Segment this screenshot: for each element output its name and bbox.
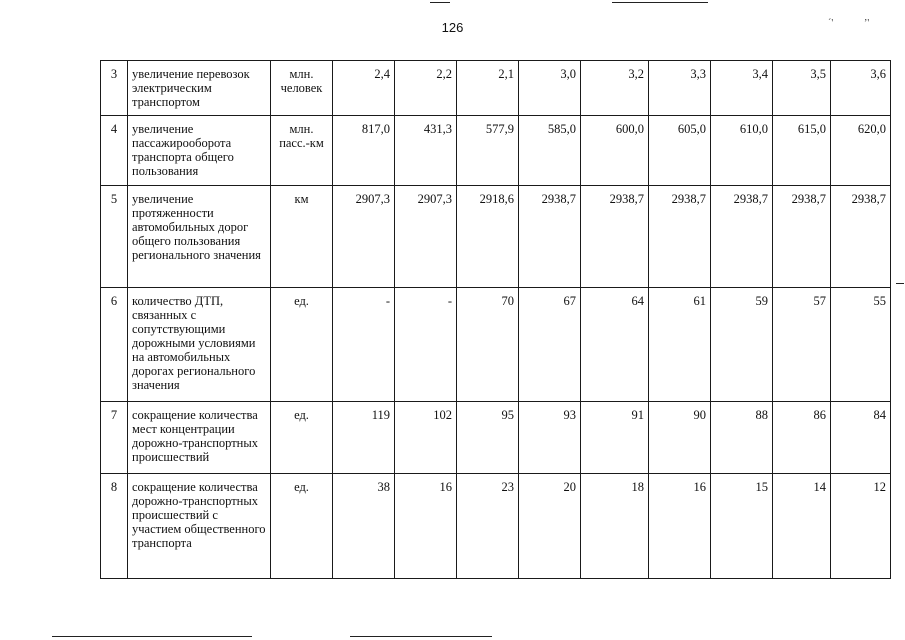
row-number: 6 [101,288,128,402]
value-cell: 88 [711,402,773,474]
value-cell: 2938,7 [773,186,831,288]
table-row [101,186,891,288]
value-cell: 2938,7 [519,186,581,288]
value-cell: 23 [457,474,519,579]
page-number: 126 [441,20,464,35]
value-cell: 620,0 [831,116,891,186]
value-cell: 86 [773,402,831,474]
value-cell: 2938,7 [581,186,649,288]
value-cell: 84 [831,402,891,474]
value-cell: 610,0 [711,116,773,186]
row-number: 5 [101,186,128,288]
value-cell: 16 [649,474,711,579]
scan-mark-right-2: ʼ' [864,18,870,29]
value-cell: 3,2 [581,61,649,116]
indicator-name: сокращение количества мест концентрации дорожно-транспортных происшествий [128,402,271,474]
value-cell: 59 [711,288,773,402]
value-cell: - [333,288,395,402]
value-cell: 3,6 [831,61,891,116]
scan-artifact-right-edge [896,283,904,284]
scan-artifact-bottom-center [350,636,492,637]
value-cell: 3,3 [649,61,711,116]
value-cell: 2907,3 [333,186,395,288]
table-body [101,61,891,579]
value-cell: 577,9 [457,116,519,186]
indicator-name: количество ДТП, связанных с сопутствующими дорожными условиями на автомобильных дорогах регионального значения [128,288,271,402]
value-cell: 817,0 [333,116,395,186]
indicator-name: увеличение протяженности автомобильных дорог общего пользования регионального значения [128,186,271,288]
row-number: 3 [101,61,128,116]
indicator-name: сокращение количества дорожно-транспортных происшествий с участием общественного транспорта [128,474,271,579]
value-cell: 90 [649,402,711,474]
unit-cell: ед. [271,402,333,474]
indicator-name: увеличение перевозок электрическим транспортом [128,61,271,116]
value-cell: 585,0 [519,116,581,186]
value-cell: 95 [457,402,519,474]
table-row [101,61,891,116]
value-cell: 61 [649,288,711,402]
indicator-name: увеличение пассажирооборота транспорта общего пользования [128,116,271,186]
value-cell: 2907,3 [395,186,457,288]
value-cell: 91 [581,402,649,474]
value-cell: 12 [831,474,891,579]
value-cell: 2938,7 [711,186,773,288]
value-cell: 600,0 [581,116,649,186]
value-cell: 102 [395,402,457,474]
value-cell: 2938,7 [649,186,711,288]
value-cell: 2938,7 [831,186,891,288]
value-cell: 615,0 [773,116,831,186]
value-cell: 3,5 [773,61,831,116]
value-cell: 3,4 [711,61,773,116]
unit-cell: ед. [271,474,333,579]
row-number: 4 [101,116,128,186]
value-cell: 2,2 [395,61,457,116]
unit-cell: ед. [271,288,333,402]
table-row [101,402,891,474]
value-cell: 605,0 [649,116,711,186]
scan-mark-right: ´' [828,18,834,29]
value-cell: 20 [519,474,581,579]
value-cell: - [395,288,457,402]
unit-cell: млн. человек [271,61,333,116]
row-number: 8 [101,474,128,579]
unit-cell: км [271,186,333,288]
scan-artifact-top-right [612,2,708,3]
value-cell: 15 [711,474,773,579]
value-cell: 64 [581,288,649,402]
value-cell: 16 [395,474,457,579]
value-cell: 431,3 [395,116,457,186]
value-cell: 70 [457,288,519,402]
table-row [101,116,891,186]
value-cell: 55 [831,288,891,402]
value-cell: 119 [333,402,395,474]
scan-artifact-bottom-left [52,636,252,637]
value-cell: 14 [773,474,831,579]
scan-artifact-top-center [430,2,450,3]
value-cell: 93 [519,402,581,474]
value-cell: 38 [333,474,395,579]
value-cell: 2918,6 [457,186,519,288]
value-cell: 2,1 [457,61,519,116]
table-row [101,288,891,402]
value-cell: 18 [581,474,649,579]
indicators-table [100,60,891,579]
value-cell: 2,4 [333,61,395,116]
row-number: 7 [101,402,128,474]
value-cell: 67 [519,288,581,402]
value-cell: 3,0 [519,61,581,116]
table-row [101,474,891,579]
value-cell: 57 [773,288,831,402]
unit-cell: млн. пасс.-км [271,116,333,186]
